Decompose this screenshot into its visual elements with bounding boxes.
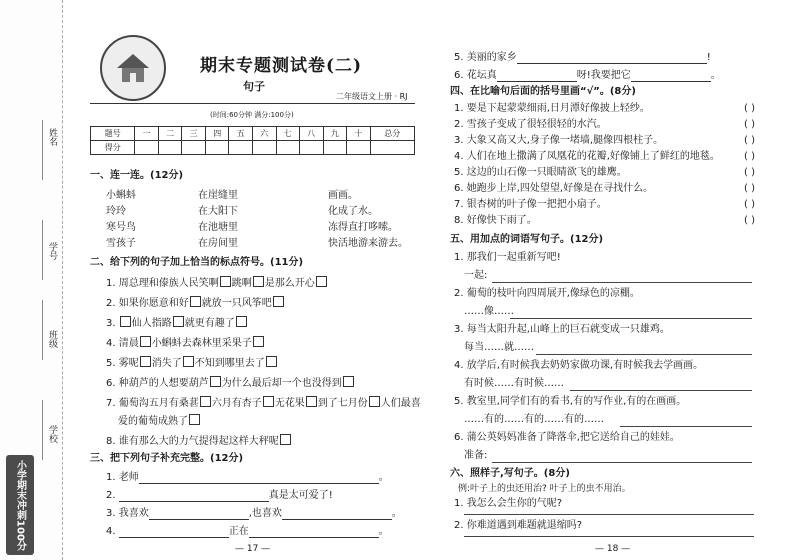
school-line	[42, 400, 43, 460]
item-text: 。	[378, 472, 389, 483]
item-text: 是那么开心	[264, 278, 315, 289]
item-text: 6. 种葫芦的人想要葫芦	[106, 378, 209, 389]
simile-item: 2. 雪孩子变成了很轻很轻的水汽。	[454, 119, 607, 130]
item-text: 。	[710, 70, 721, 81]
simile-answer[interactable]: ( )	[744, 103, 755, 114]
score-cell[interactable]	[323, 141, 347, 155]
match-right[interactable]: 画画。	[328, 190, 358, 201]
item-text: 8. 谁有那么大的力气提得起这样大秤呢	[106, 436, 279, 447]
divider	[90, 103, 415, 104]
item-text: 人们最喜	[380, 398, 421, 409]
answer-blank[interactable]	[149, 519, 249, 520]
simile-answer[interactable]: ( )	[744, 135, 755, 146]
exam-subtitle: 句子	[243, 80, 265, 93]
left-page	[70, 0, 421, 560]
punct-box[interactable]	[316, 276, 327, 287]
match-middle[interactable]: 在大阳下	[198, 206, 238, 217]
simile-answer[interactable]: ( )	[744, 119, 755, 130]
match-right[interactable]: 冻得直打哆嗦。	[328, 222, 398, 233]
id-line	[42, 220, 43, 280]
punctuation-item-1	[106, 276, 328, 290]
punct-box[interactable]	[183, 356, 194, 367]
score-cell[interactable]	[300, 141, 324, 155]
punct-box[interactable]	[369, 396, 380, 407]
answer-line[interactable]	[536, 354, 752, 355]
sentence-prompt: 2. 葡萄的枝叶向四周展开,像绿色的凉棚。	[454, 288, 640, 299]
house-icon	[113, 48, 153, 88]
item-text: 为什么最后却一个也没得到	[221, 378, 342, 389]
item-text: 7. 葡萄沟五月有桑葚	[106, 398, 199, 409]
section-1-title: 一、连一连。(12分)	[90, 170, 184, 181]
punctuation-item-7-cont	[118, 414, 201, 428]
answer-line[interactable]	[492, 462, 752, 463]
item-text: 仙人指路	[131, 318, 172, 329]
sentence-prompt: 3. 每当太阳升起,山峰上的巨石就变成一只雄鸡。	[454, 324, 670, 335]
score-table	[90, 126, 415, 155]
score-cell[interactable]	[158, 141, 182, 155]
score-header-cell: 四	[205, 127, 229, 141]
score-cell[interactable]	[276, 141, 300, 155]
sentence-pattern: ……有的……有的……有的……	[464, 414, 604, 425]
punctuation-item-6	[106, 376, 355, 390]
answer-blank[interactable]	[631, 81, 711, 82]
complete-item-2	[106, 490, 333, 502]
score-header-row	[91, 127, 415, 141]
sentence-prompt: 1. 那我们一起重新写吧!	[454, 252, 561, 263]
rewrite-item-2: 2. 你难道遇到难题就退缩吗?	[454, 520, 583, 531]
item-text: 2. 如果你愿意和好	[106, 298, 189, 309]
simile-item: 5. 这边的山石像一只眼睛欲飞的雄鹰。	[454, 167, 627, 178]
section-4-title: 四、在比喻句后面的括号里画“√”。(8分)	[450, 86, 636, 97]
sentence-pattern: 准备:	[464, 450, 488, 461]
answer-line[interactable]	[464, 536, 754, 537]
section-6-title: 六、照样子,写句子。(8分)	[450, 468, 570, 479]
item-text: 5. 雾呢	[106, 358, 139, 369]
match-middle[interactable]: 在崖缝里	[198, 190, 238, 201]
score-header-cell: 十	[347, 127, 371, 141]
series-logo	[100, 35, 166, 101]
punct-box[interactable]	[343, 376, 354, 387]
item-text: 六月有杏子	[211, 398, 262, 409]
page-number-18: — 18 —	[595, 544, 631, 554]
punctuation-item-7	[106, 396, 421, 410]
score-cell[interactable]	[347, 141, 371, 155]
punct-box[interactable]	[266, 356, 277, 367]
item-text: 4. 清晨	[106, 338, 139, 349]
punctuation-item-5	[106, 356, 278, 370]
score-header-cell: 六	[252, 127, 276, 141]
score-header-cell: 一	[135, 127, 159, 141]
simile-answer[interactable]: ( )	[744, 151, 755, 162]
time-score: (时间:60分钟 满分:100分)	[210, 111, 294, 119]
punct-box[interactable]	[306, 396, 317, 407]
complete-item-4	[106, 526, 389, 538]
score-header-cell: 五	[229, 127, 253, 141]
name-line	[42, 120, 43, 180]
score-header-cell: 三	[182, 127, 206, 141]
item-text: 。	[378, 526, 389, 537]
complete-item-6	[454, 70, 721, 82]
rewrite-item-1: 1. 我怎么会生你的气呢?	[454, 498, 563, 509]
simile-answer[interactable]: ( )	[744, 215, 755, 226]
grade-label: 二年级语文上册 · RJ	[336, 92, 408, 101]
section-3-title: 三、把下列句子补充完整。(12分)	[90, 453, 244, 464]
item-text: 3. 我喜欢	[106, 508, 149, 519]
simile-item: 4. 人们在地上撒满了凤凰花的花瓣,好像铺上了鲜红的地毯。	[454, 151, 720, 162]
punct-box[interactable]	[220, 276, 231, 287]
item-text: 5. 美丽的家乡	[454, 52, 517, 63]
punct-box[interactable]	[200, 396, 211, 407]
answer-blank[interactable]	[119, 537, 229, 538]
match-left[interactable]: 雪孩子	[106, 238, 136, 249]
punct-box[interactable]	[120, 316, 131, 327]
score-header-cell: 题号	[91, 127, 135, 141]
score-header-cell: 二	[158, 127, 182, 141]
simile-answer[interactable]: ( )	[744, 199, 755, 210]
item-text: 3.	[106, 318, 119, 329]
item-text: 小蝌蚪去森林里采果子	[151, 338, 252, 349]
simile-item: 8. 好像快下雨了。	[454, 215, 537, 226]
item-text: 就更有趣了	[184, 318, 235, 329]
student-id-label: 学号	[47, 242, 57, 260]
section-2-title: 二、给下列的句子加上恰当的标点符号。(11分)	[90, 257, 304, 268]
simile-answer[interactable]: ( )	[744, 183, 755, 194]
punct-box[interactable]	[140, 356, 151, 367]
punct-box[interactable]	[140, 336, 151, 347]
punct-box[interactable]	[189, 414, 200, 425]
item-text: 正在	[228, 526, 249, 537]
score-cell[interactable]	[229, 141, 253, 155]
match-left[interactable]: 寒号鸟	[106, 222, 136, 233]
score-cell[interactable]	[135, 141, 159, 155]
item-text: 爱的葡萄成熟了	[118, 416, 188, 427]
class-label: 班级	[47, 330, 57, 348]
punct-box[interactable]	[236, 316, 247, 327]
match-right[interactable]: 化成了水。	[328, 206, 378, 217]
class-line	[42, 300, 43, 360]
score-header-cell: 九	[323, 127, 347, 141]
example-sentence: 例:叶子上的虫还用治? 叶子上的虫不用治。	[458, 484, 631, 494]
item-text: 1. 周总理和傣族人民笑啊	[106, 278, 219, 289]
answer-blank[interactable]	[282, 519, 392, 520]
punct-box[interactable]	[253, 276, 264, 287]
score-cell[interactable]	[252, 141, 276, 155]
punctuation-item-8	[106, 434, 292, 448]
item-text: 。	[391, 508, 402, 519]
punct-box[interactable]	[210, 376, 221, 387]
match-left[interactable]: 玲玲	[106, 206, 126, 217]
answer-blank[interactable]	[497, 81, 577, 82]
right-page	[430, 0, 795, 560]
score-cell[interactable]	[370, 141, 414, 155]
item-text: 到了七月份	[317, 398, 368, 409]
sentence-pattern: ……像……	[464, 306, 514, 317]
answer-line[interactable]	[510, 318, 752, 319]
item-text: 消失了	[151, 358, 182, 369]
brand-badge: 小学期末冲刺100分	[6, 455, 34, 555]
item-text: 6. 花坛真	[454, 70, 497, 81]
simile-item: 6. 她跑步上岸,四处望望,好像是在寻找什么。	[454, 183, 654, 194]
section-5-title: 五、用加点的词语写句子。(12分)	[450, 234, 604, 245]
score-header-cell: 总分	[370, 127, 414, 141]
sentence-pattern: 每当……就……	[464, 342, 534, 353]
exam-title: 期末专题测试卷(二)	[200, 56, 363, 76]
sentence-prompt: 4. 放学后,有时候我去奶奶家做功课,有时候我去学画画。	[454, 360, 704, 371]
punctuation-item-4	[106, 336, 265, 350]
score-value-row	[91, 141, 415, 155]
item-text: 无花果	[274, 398, 305, 409]
item-text: 跳啊	[231, 278, 252, 289]
item-text: 1. 老师	[106, 472, 139, 483]
item-text: 就放一只风筝吧	[201, 298, 272, 309]
punct-box[interactable]	[253, 336, 264, 347]
answer-line[interactable]	[620, 426, 752, 427]
sentence-pattern: 一起:	[464, 270, 488, 281]
answer-blank[interactable]	[139, 483, 379, 484]
simile-item: 3. 大象又高又大,身子像一堵墙,腿像四根柱子。	[454, 135, 664, 146]
score-cell[interactable]	[182, 141, 206, 155]
complete-item-5	[454, 52, 711, 64]
answer-blank[interactable]	[119, 501, 269, 502]
item-text: 2.	[106, 490, 119, 501]
match-middle[interactable]: 在池塘里	[198, 222, 238, 233]
page-number-17: — 17 —	[235, 544, 271, 554]
sentence-prompt: 5. 教室里,同学们有的看书,有的写作业,有的在画画。	[454, 396, 687, 407]
match-left[interactable]: 小蝌蚪	[106, 190, 136, 201]
sentence-prompt: 6. 蒲公英妈妈准备了降落伞,把它送给自己的娃娃。	[454, 432, 680, 443]
score-header-cell: 八	[300, 127, 324, 141]
punct-box[interactable]	[273, 296, 284, 307]
binding-strip	[0, 0, 63, 560]
match-right[interactable]: 快活地游来游去。	[328, 238, 408, 249]
school-label: 学校	[47, 425, 57, 443]
item-text: 真是太可爱了!	[268, 490, 333, 501]
score-row-label: 得分	[91, 141, 135, 155]
answer-line[interactable]	[492, 282, 752, 283]
punct-box[interactable]	[190, 296, 201, 307]
name-label: 姓名	[47, 128, 57, 146]
punct-box[interactable]	[173, 316, 184, 327]
item-text: 4.	[106, 526, 119, 537]
answer-line[interactable]	[464, 514, 754, 515]
answer-blank[interactable]	[249, 537, 379, 538]
answer-blank[interactable]	[517, 63, 707, 64]
item-text: !	[706, 52, 711, 63]
punctuation-item-2	[106, 296, 285, 310]
answer-line[interactable]	[570, 390, 752, 391]
item-text: 呀!我要把它	[576, 70, 631, 81]
item-text: ,也喜欢	[248, 508, 282, 519]
complete-item-3	[106, 508, 402, 520]
punctuation-item-3	[106, 316, 248, 330]
item-text: 不知到哪里去了	[194, 358, 265, 369]
punct-box[interactable]	[263, 396, 274, 407]
punct-box[interactable]	[280, 434, 291, 445]
score-header-cell: 七	[276, 127, 300, 141]
simile-item: 7. 银杏树的叶子像一把把小扇子。	[454, 199, 607, 210]
score-cell[interactable]	[205, 141, 229, 155]
complete-item-1	[106, 472, 389, 484]
simile-item: 1. 要是下起蒙蒙细雨,日月潭好像披上轻纱。	[454, 103, 650, 114]
sentence-pattern: 有时候……有时候……	[464, 378, 564, 389]
simile-answer[interactable]: ( )	[744, 167, 755, 178]
match-middle[interactable]: 在房间里	[198, 238, 238, 249]
